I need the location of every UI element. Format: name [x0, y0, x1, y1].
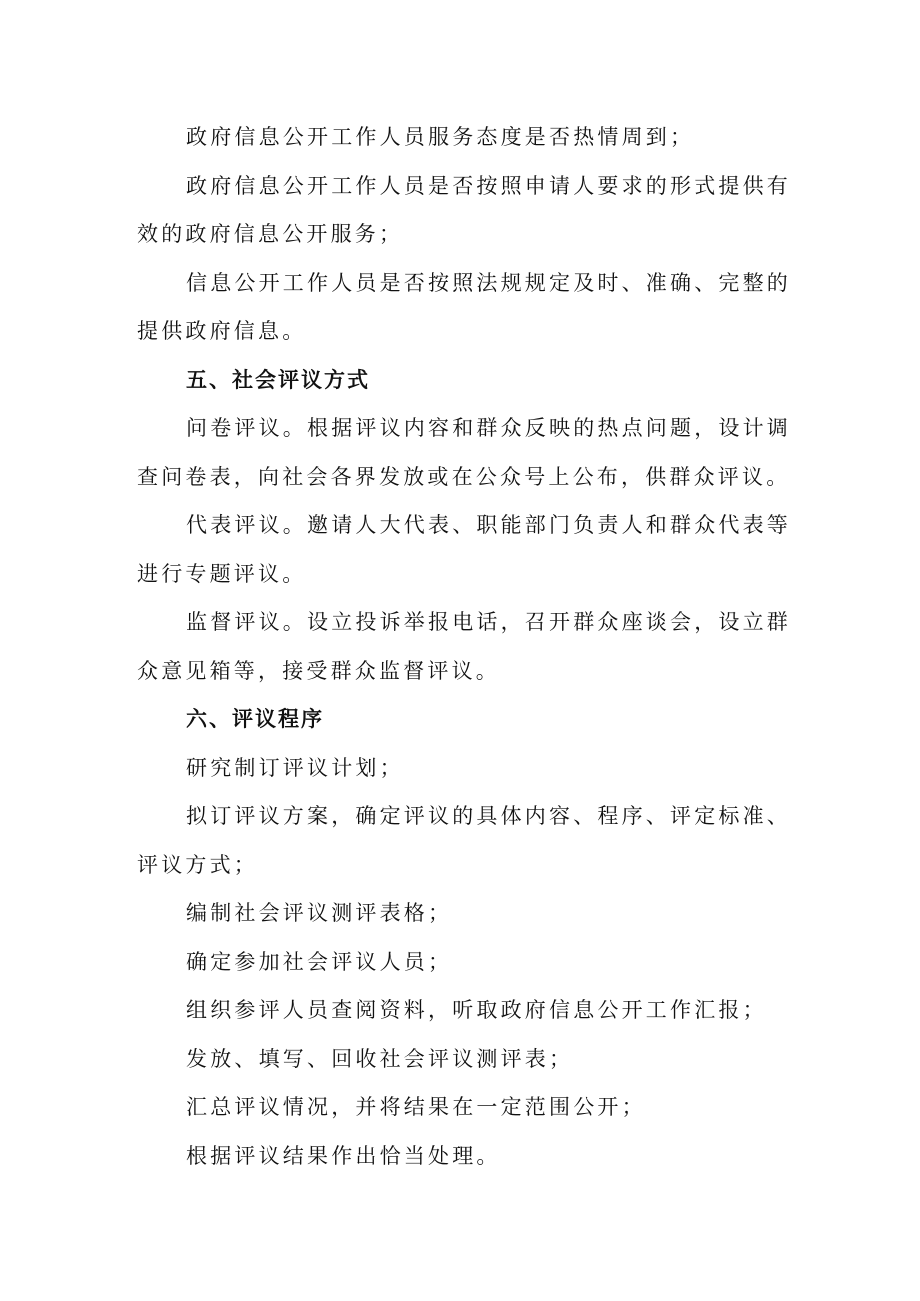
- document-body: [137, 113, 791, 1180]
- paragraph-timely-info: 信息公开工作人员是否按照法规规定及时、准确、完整的提供政府信息。: [137, 270, 791, 343]
- paragraph-procedure-summary: 汇总评议情况，并将结果在一定范围公开；: [186, 1095, 646, 1119]
- paragraph-service-attitude: 政府信息公开工作人员服务态度是否热情周到；: [186, 125, 695, 149]
- paragraph-representative-evaluation: 代表评议。邀请人大代表、职能部门负责人和群众代表等进行专题评议。: [137, 513, 791, 586]
- section-heading-evaluation-procedure: 六、评议程序: [186, 707, 324, 731]
- paragraph-questionnaire-evaluation: 问卷评议。根据评议内容和群众反映的热点问题，设计调查问卷表，向社会各界发放或在公众号上公布，供群众评议。: [137, 416, 791, 489]
- paragraph-procedure-handling: 根据评议结果作出恰当处理。: [186, 1143, 501, 1168]
- paragraph-procedure-personnel: 确定参加社会评议人员；: [186, 949, 453, 974]
- paragraph-procedure-scheme: 拟订评议方案，确定评议的具体内容、程序、评定标准、评议方式；: [137, 804, 791, 877]
- paragraph-procedure-distribute: 发放、填写、回收社会评议测评表；: [186, 1046, 574, 1071]
- paragraph-procedure-review: 组织参评人员查阅资料，听取政府信息公开工作汇报；: [186, 998, 767, 1022]
- section-heading-evaluation-methods: 五、社会评议方式: [186, 367, 370, 392]
- paragraph-supervision-evaluation: 监督评议。设立投诉举报电话，召开群众座谈会，设立群众意见箱等，接受群众监督评议。: [137, 610, 791, 683]
- paragraph-procedure-forms: 编制社会评议测评表格；: [186, 901, 453, 925]
- paragraph-procedure-plan: 研究制订评议计划；: [186, 755, 404, 780]
- paragraph-service-form: 政府信息公开工作人员是否按照申请人要求的形式提供有效的政府信息公开服务；: [137, 173, 791, 246]
